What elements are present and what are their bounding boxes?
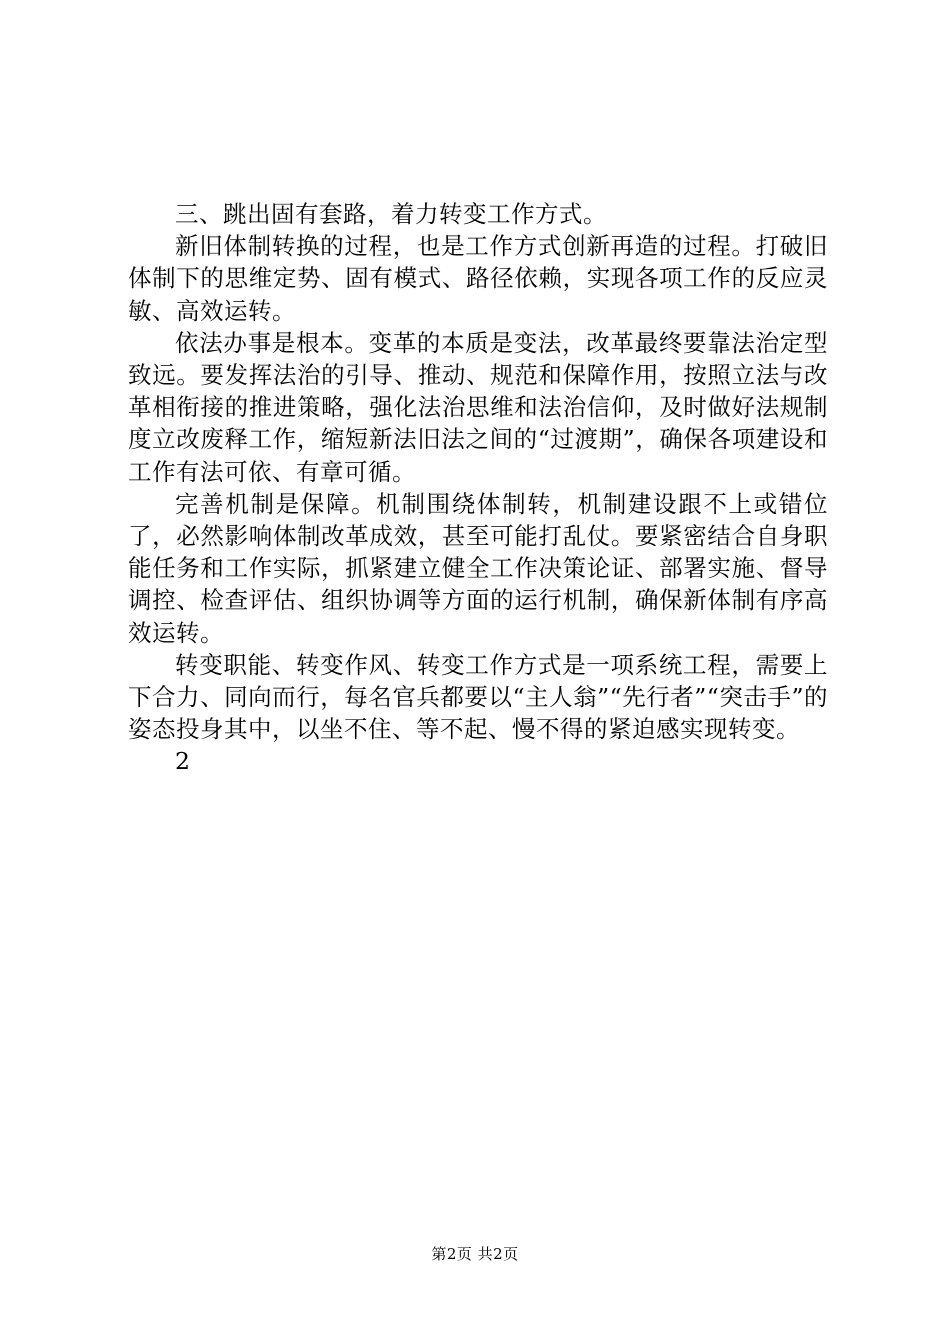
page-footer: 第2页 共2页 bbox=[431, 1245, 519, 1263]
inline-page-number: 2 bbox=[175, 747, 190, 776]
document-body bbox=[128, 198, 828, 778]
paragraph: 完善机制是保障。机制围绕体制转，机制建设跟不上或错位了，必然影响体制改革成效，甚至可能打乱仗。要紧密结合自身职能任务和工作实际，抓紧建立健全工作决策论证、部署实施、督导调控、检查评估、组织协调等方面的运行机制，确保新体制有序高效运转。 bbox=[128, 489, 828, 647]
paragraph: 新旧体制转换的过程，也是工作方式创新再造的过程。打破旧体制下的思维定势、固有模式、路径依赖，实现各项工作的反应灵敏、高效运转。 bbox=[128, 232, 828, 325]
paragraph: 转变职能、转变作风、转变工作方式是一项系统工程，需要上下合力、同向而行，每名官兵都要以“主人翁”“先行者”“突击手”的姿态投身其中，以坐不住、等不起、慢不得的紧迫感实现转变。 bbox=[128, 650, 828, 744]
paragraph: 依法办事是根本。变革的本质是变法，改革最终要靠法治定型致远。要发挥法治的引导、推动、规范和保障作用，按照立法与改革相衔接的推进策略，强化法治思维和法治信仰，及时做好法规制度立改废释工作，缩短新法旧法之间的“过渡期”，确保各项建设和工作有法可依、有章可循。 bbox=[128, 328, 828, 486]
section-heading: 三、跳出固有套路，着力转变工作方式。 bbox=[175, 200, 607, 228]
